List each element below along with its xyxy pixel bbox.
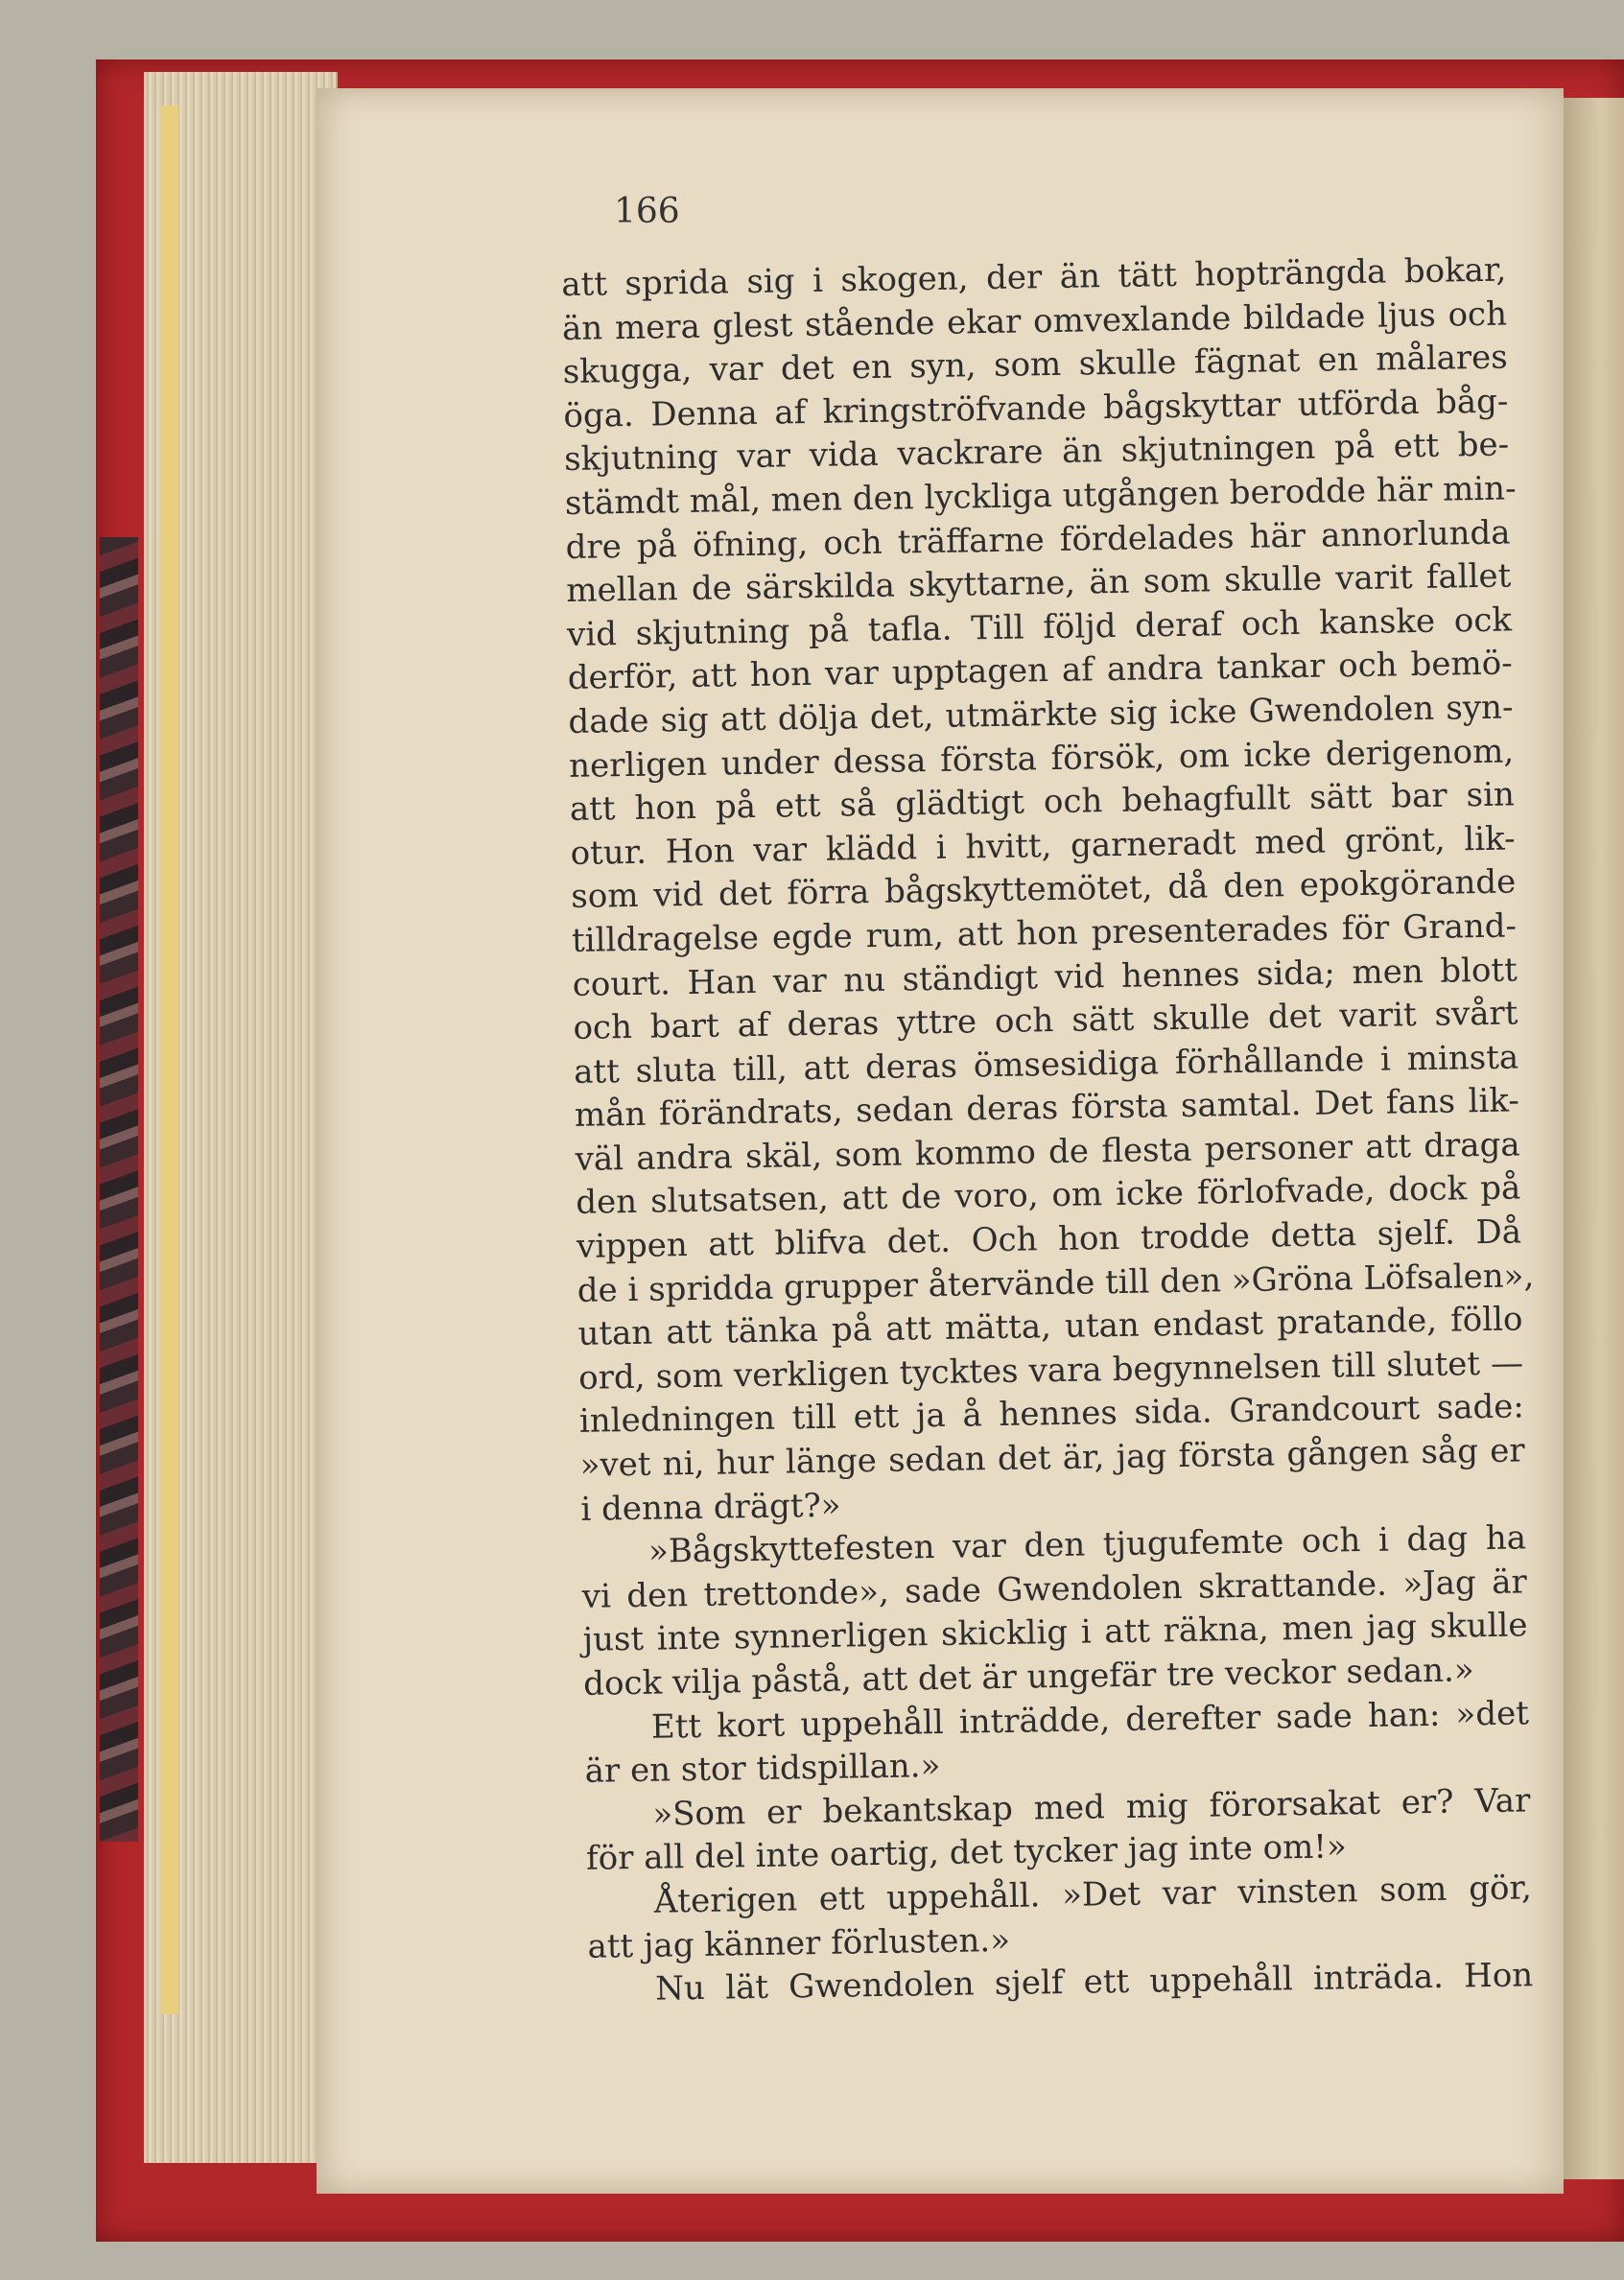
facing-page-edge: [1564, 98, 1624, 2179]
text-line: »Bågskyttefesten var den tjugufemte och i dag ha: [647, 1518, 1527, 1571]
text-line: Nu lät Gwendolen sjelf ett uppehåll inträda. Hon: [654, 1956, 1534, 2009]
marbled-board-edge: [100, 537, 138, 1842]
text-line: mellan de särskilda skyttarne, än som skulle varit fallet: [566, 556, 1512, 611]
text-line: utan att tänka på att mätta, utan endast pratande, föllo: [577, 1300, 1523, 1354]
text-line: väl andra skäl, som kommo de flesta personer att draga: [575, 1125, 1520, 1179]
text-line: att sprida sig i skogen, der än tätt hopträngda bokar,: [561, 250, 1507, 304]
text-line: Återigen ett uppehåll. »Det var vinsten som gör,: [653, 1869, 1533, 1921]
text-line: att jag känner förlusten.»: [587, 1920, 1011, 1966]
text-line: mån förändrats, sedan deras första samtal. Det fans lik-: [574, 1081, 1520, 1136]
text-line: skjutning var vida vackrare än skjutningen på ett be-: [563, 425, 1510, 480]
body-text: [561, 249, 1534, 2013]
text-line: derför, att hon var upptagen af andra tankar och bemö-: [567, 644, 1513, 698]
text-line: och bart af deras yttre och sätt skulle det varit svårt: [573, 994, 1518, 1047]
text-line: »Som er bekantskap med mig förorsakat er? Var: [652, 1781, 1531, 1834]
text-line: »vet ni, hur länge sedan det är, jag första gången såg er: [579, 1431, 1525, 1485]
text-line: den slutsatsen, att de voro, om icke förlofvade, dock på: [576, 1168, 1521, 1223]
text-line: de i spridda grupper återvände till den »Gröna Löfsalen»,: [577, 1256, 1535, 1310]
text-line: tilldragelse egde rum, att hon presenterades för Grand-: [571, 906, 1518, 960]
text-line: dre på öfning, och träffarne fördelades här annorlunda: [565, 513, 1511, 567]
text-line: att sluta till, att deras ömsesidiga förhållande i minsta: [573, 1038, 1519, 1092]
text-line: just inte synnerligen skicklig i att räkna, men jag skulle: [582, 1606, 1528, 1660]
text-line: court. Han var nu ständigt vid hennes sida; men blott: [572, 950, 1518, 1004]
text-line: öga. Denna af kringströfvande bågskyttar utförda båg-: [563, 382, 1509, 435]
page-number: 166: [614, 192, 680, 231]
text-line: inledningen till ett ja å hennes sida. Grandcourt sade:: [578, 1387, 1525, 1442]
text-line: nerligen under dessa första försök, om icke derigenom,: [568, 731, 1515, 786]
text-line: som vid det förra bågskyttemötet, då den epokgörande: [571, 862, 1517, 917]
text-line: vippen att blifva det. Och hon trodde detta sjelf. Då: [576, 1212, 1522, 1266]
text-line: dade sig att dölja det, utmärkte sig icke Gwendolen syn-: [568, 688, 1514, 741]
text-line: vid skjutning på tafla. Till följd deraf och kanske ock: [566, 600, 1513, 654]
text-line: skugga, var det en syn, som skulle fägnat en målares: [562, 338, 1508, 392]
text-line: stämdt mål, men den lyckliga utgången berodde här min-: [564, 469, 1517, 523]
gilded-page-edge: [161, 106, 178, 2014]
text-line: otur. Hon var klädd i hvitt, garneradt med grönt, lik-: [570, 819, 1516, 873]
text-line: dock vilja påstå, att det är ungefär tre veckor sedan.»: [582, 1651, 1474, 1704]
text-line: vi den trettonde», sade Gwendolen skrattande. »Jag är: [581, 1563, 1528, 1616]
text-line: är en stor tidspillan.»: [584, 1747, 941, 1791]
text-line: i denna drägt?»: [580, 1486, 841, 1529]
text-line: Ett kort uppehåll inträdde, derefter sade han: »det: [650, 1693, 1530, 1747]
text-line: än mera glest stående ekar omvexlande bildade ljus och: [561, 294, 1508, 348]
text-line: att hon på ett så glädtigt och behagfullt sätt bar sin: [569, 775, 1516, 830]
text-line: ord, som verkligen tycktes vara begynnelsen till slutet —: [577, 1344, 1524, 1398]
text-line: för all del inte oartig, det tycker jag inte om!»: [585, 1827, 1348, 1879]
